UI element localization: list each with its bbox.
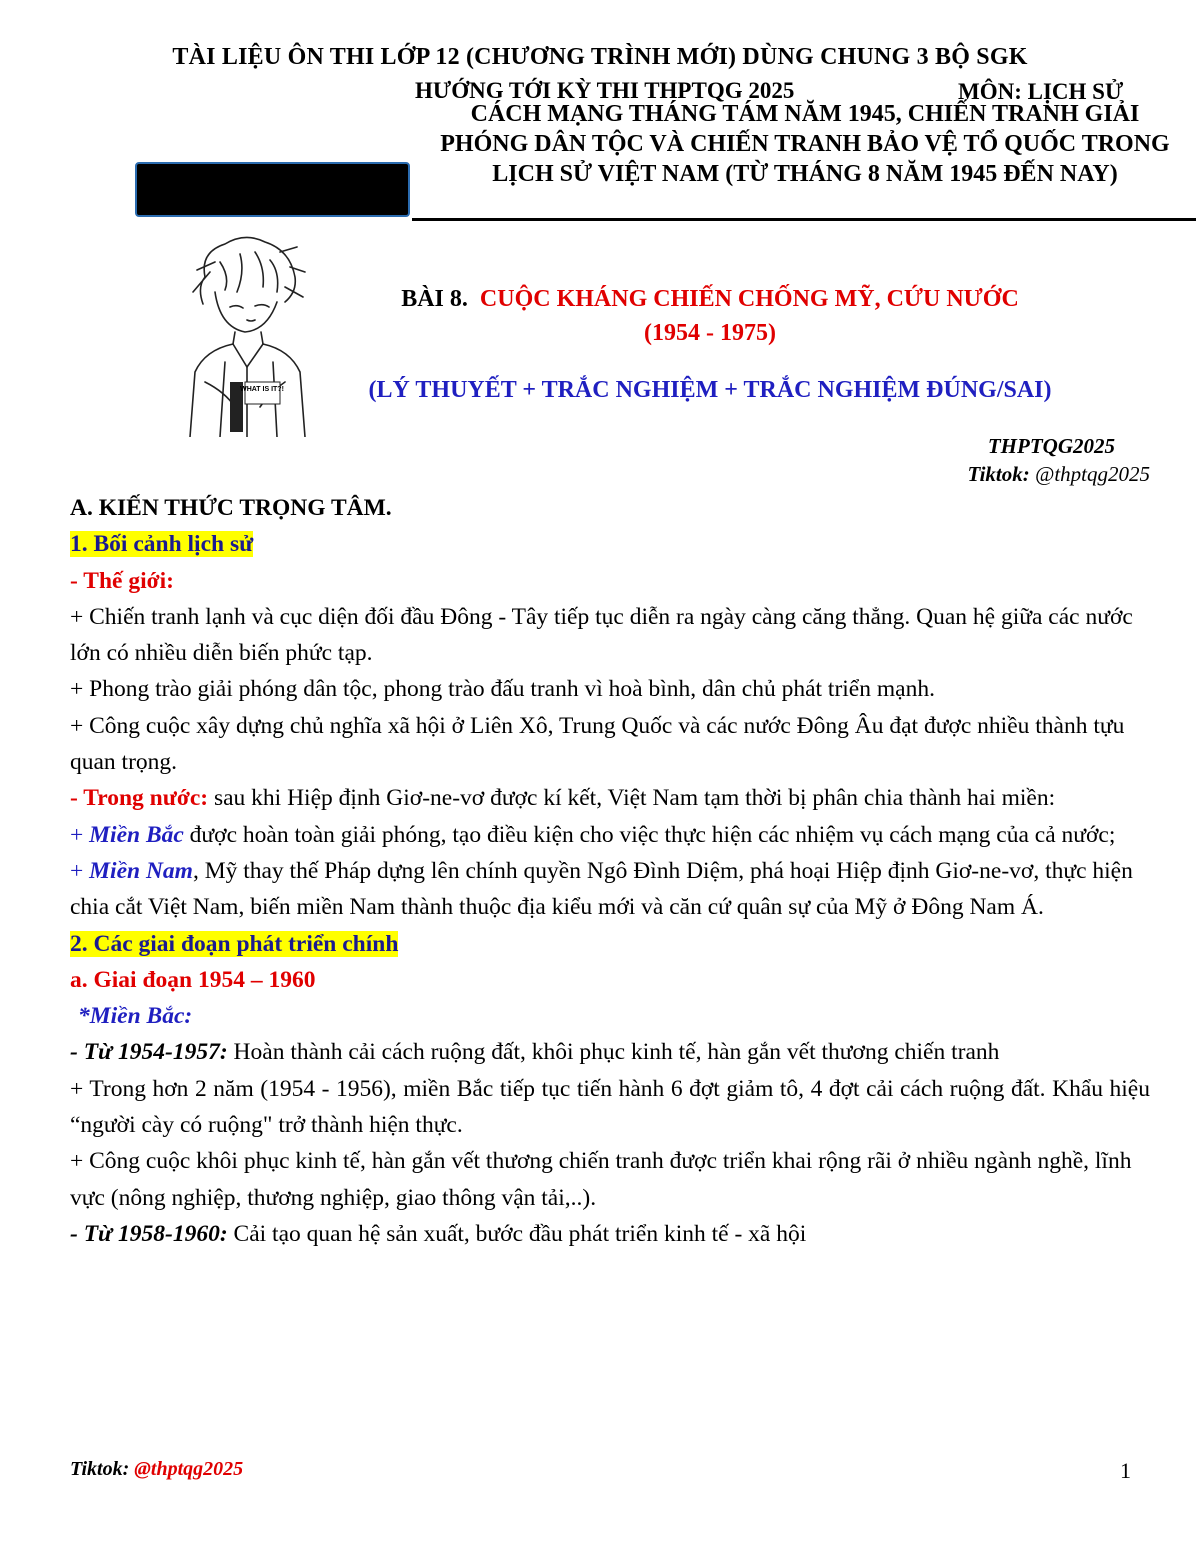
- brand-tiktok-label: Tiktok:: [967, 462, 1030, 486]
- world-item-1: + Chiến tranh lạnh và cục diện đối đầu Đông - Tây tiếp tục diễn ra ngày càng căng thẳng. Quan hệ giữa các nước lớn có nhiều diễn biến phức tạp.: [70, 603, 1133, 667]
- page-number: 1: [1120, 1458, 1131, 1483]
- lesson-title-block: [280, 282, 1140, 350]
- period-1-item-2: + Công cuộc khôi phục kinh tế, hàn gắn vết thương chiến tranh được triển khai rộng rãi ở nhiều ngành nghề, lĩnh vực (nông nghiệp, thương nghiệp, giao thông vận tải,..).: [70, 1148, 1132, 1211]
- world-label: - Thế giới:: [70, 567, 174, 594]
- period-1: [70, 1034, 1150, 1070]
- lesson-years: (1954 - 1975): [644, 320, 776, 346]
- header-subtitle: HƯỚNG TỚI KỲ THI THPTQG 2025: [415, 78, 795, 103]
- subject-label: MÔN: LỊCH SỬ: [958, 79, 1124, 104]
- north-prefix: +: [70, 821, 90, 848]
- footer-tiktok-label: Tiktok:: [70, 1458, 130, 1480]
- illustration-label: WHAT IS IT?!: [240, 386, 284, 393]
- world-item-2: + Phong trào giải phóng dân tộc, phong trào đấu tranh vì hoà bình, dân chủ phát triển mạnh.: [70, 676, 935, 703]
- period-2-text: Cải tạo quan hệ sản xuất, bước đầu phát triển kinh tế - xã hội: [227, 1220, 807, 1247]
- period-1-text: Hoàn thành cải cách ruộng đất, khôi phục kinh tế, hàn gắn vết thương chiến tranh: [227, 1039, 1000, 1066]
- period-2-label: - Từ 1958-1960:: [70, 1220, 228, 1247]
- brand-tag: THPTQG2025: [987, 434, 1115, 458]
- footer-tiktok: [70, 1458, 243, 1481]
- north-text: được hoàn toàn giải phóng, tạo điều kiện cho việc thực hiện các nhiệm vụ cách mạng của cả nước;: [183, 821, 1116, 848]
- section-a-heading: A. KIẾN THỨC TRỌNG TÂM.: [70, 495, 392, 521]
- north-label: Miền Bắc: [89, 821, 184, 848]
- header-divider: [412, 218, 1196, 221]
- heading-1: 1. Bối cảnh lịch sử: [70, 531, 254, 558]
- main-content: [70, 490, 1150, 1252]
- heading-2a: a. Giai đoạn 1954 – 1960: [70, 966, 316, 993]
- domestic-text: sau khi Hiệp định Giơ-ne-vơ được kí kết, Việt Nam tạm thời bị phân chia thành hai miền:: [208, 785, 1056, 812]
- north-heading: *Miền Bắc:: [78, 1003, 193, 1030]
- lesson-subtitle: (LÝ THUYẾT + TRẮC NGHIỆM + TRẮC NGHIỆM ĐÚNG/SAI): [368, 377, 1052, 403]
- south-prefix: +: [70, 857, 90, 884]
- header-title: TÀI LIỆU ÔN THI LỚP 12 (CHƯƠNG TRÌNH MỚI) DÙNG CHUNG 3 BỘ SGK: [172, 44, 1028, 70]
- brand-tiktok-handle: @thptqg2025: [1035, 462, 1150, 486]
- redacted-box: [135, 162, 410, 217]
- brand-tiktok: [850, 462, 1150, 487]
- footer-tiktok-handle: @thptqg2025: [134, 1458, 244, 1480]
- north-paragraph: [70, 817, 1150, 853]
- south-paragraph: [70, 853, 1150, 926]
- topic-title: CÁCH MẠNG THÁNG TÁM NĂM 1945, CHIẾN TRANH GIẢI PHÓNG DÂN TỘC VÀ CHIẾN TRANH BẢO VỆ TỔ QUỐC TRONG LỊCH SỬ VIỆT NAM (TỪ THÁNG 8 NĂM 1945 ĐẾN NAY): [440, 101, 1170, 187]
- world-item-3: + Công cuộc xây dựng chủ nghĩa xã hội ở Liên Xô, Trung Quốc và các nước Đông Âu đạt được nhiều thành tựu quan trọng.: [70, 712, 1125, 776]
- south-text: , Mỹ thay thế Pháp dựng lên chính quyền Ngô Đình Diệm, phá hoại Hiệp định Giơ-ne-vơ, thực hiện chia cắt Việt Nam, biến miền Nam thành thuộc địa kiểu mới và căn cứ quân sự của Mỹ ở Đông Nam Á.: [70, 857, 1133, 921]
- period-1-item-1: + Trong hơn 2 năm (1954 - 1956), miền Bắc tiếp tục tiến hành 6 đợt giảm tô, 4 đợt cải cách ruộng đất. Khẩu hiệu “người cày có ruộng" trở thành hiện thực.: [70, 1075, 1150, 1139]
- period-1-label: - Từ 1954-1957:: [70, 1039, 228, 1066]
- south-label: Miền Nam: [89, 857, 193, 884]
- lesson-title: CUỘC KHÁNG CHIẾN CHỐNG MỸ, CỨU NƯỚC: [479, 286, 1019, 312]
- domestic-paragraph: [70, 780, 1150, 816]
- period-2: [70, 1216, 1150, 1252]
- heading-2: 2. Các giai đoạn phát triển chính: [70, 930, 399, 957]
- domestic-label: - Trong nước:: [70, 785, 209, 812]
- lesson-prefix: BÀI 8.: [401, 286, 468, 312]
